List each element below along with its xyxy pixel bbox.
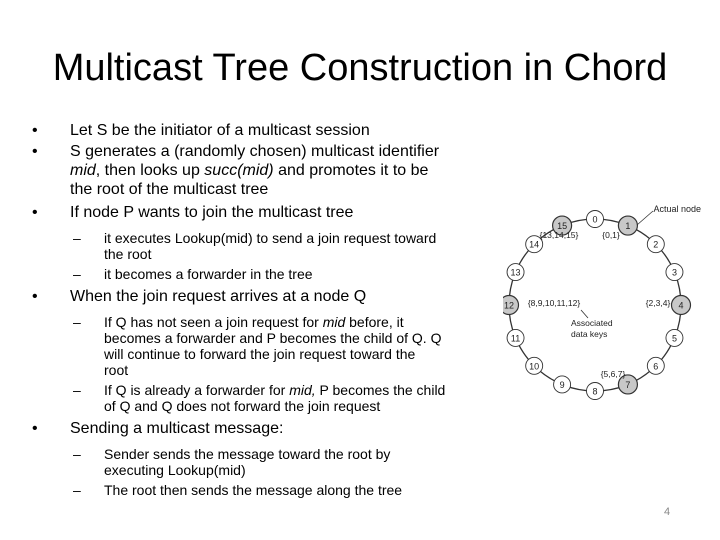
actual-node-label: Actual node	[653, 204, 701, 214]
associated-keys-label: data keys	[571, 329, 608, 339]
ring-node-label: 6	[653, 361, 659, 372]
sub-bullet-text-line: If Q is already a forwarder for mid, P becomes the child	[104, 382, 446, 398]
ring-node-label: 12	[503, 300, 515, 311]
sub-bullet-text-line: the root	[104, 246, 152, 262]
bullet-text: Let S be the initiator of a multicast session	[70, 122, 370, 139]
dash-marker: –	[73, 446, 81, 462]
sub-bullet-text-line: If Q has not seen a join request for mid before, it	[104, 314, 404, 330]
sub-bullet-text: The root then sends the message along the tree	[104, 482, 403, 498]
dash-marker: –	[73, 314, 81, 330]
actual-node-arrow	[637, 211, 653, 225]
ring-node-label: 4	[678, 300, 684, 311]
key-set-label: {5,6,7}	[600, 369, 626, 379]
sub-bullet-text-line: will continue to forward the join request toward the	[104, 346, 416, 362]
ring-node-label: 11	[510, 333, 521, 344]
sub-bullet-text-line: of Q and Q does not forward the join request	[104, 398, 381, 414]
bullet-marker: •	[32, 420, 38, 437]
ring-node-label: 7	[625, 379, 631, 390]
ring-node-label: 14	[529, 239, 540, 250]
dash-marker: –	[73, 230, 81, 246]
sub-bullet-text-line: it executes Lookup(mid) to send a join request toward	[104, 230, 437, 246]
associated-arrow	[581, 310, 588, 318]
slide-title: Multicast Tree Construction in Chord	[52, 47, 668, 89]
bullet-text-line: the root of the multicast tree	[70, 181, 269, 198]
bullet-text: When the join request arrives at a node Q	[70, 288, 367, 305]
bullet-marker: •	[32, 143, 38, 160]
ring-node-label: 5	[671, 333, 677, 344]
associated-keys-label: Associated	[571, 318, 613, 328]
sub-bullet-text-line: becomes a forwarder and P becomes the child of Q. Q	[104, 330, 442, 346]
dash-marker: –	[73, 482, 81, 498]
key-set-label: {0,1}	[602, 230, 620, 240]
sub-bullet-text-line: executing Lookup(mid)	[104, 462, 246, 478]
bullet-marker: •	[32, 204, 38, 221]
bullet-item	[28, 142, 708, 199]
ring-node-label: 3	[671, 267, 677, 278]
ring-node-label: 9	[559, 379, 565, 390]
dash-marker: –	[73, 266, 81, 282]
sub-bullet-item	[28, 482, 708, 498]
ring-node-label: 0	[592, 214, 598, 225]
ring-node-label: 10	[529, 361, 540, 372]
ring-node-label: 13	[510, 267, 521, 278]
dash-marker: –	[73, 382, 81, 398]
chord-ring-diagram	[503, 196, 703, 401]
ring-node-label: 1	[625, 221, 631, 232]
key-set-label: {13,14,15}	[539, 230, 579, 240]
bullet-text-line: mid, then looks up succ(mid) and promotes it to be	[70, 162, 429, 179]
bullet-item	[28, 419, 708, 438]
bullet-marker: •	[32, 288, 38, 305]
sub-bullet-text: it becomes a forwarder in the tree	[104, 266, 313, 282]
ring-node-label: 8	[592, 386, 598, 397]
key-set-label: {2,3,4}	[645, 298, 671, 308]
bullet-text-line: S generates a (randomly chosen) multicast identifier	[70, 143, 440, 160]
bullet-item	[28, 121, 708, 140]
sub-bullet-text-line: root	[104, 362, 129, 378]
bullet-text: If node P wants to join the multicast tree	[70, 204, 354, 221]
ring-node-label: 15	[557, 221, 568, 232]
sub-bullet-item	[28, 446, 708, 478]
bullet-marker: •	[32, 122, 38, 139]
page-number: 4	[664, 506, 671, 518]
ring-layer	[503, 204, 701, 400]
sub-bullet-text-line: Sender sends the message toward the root by	[104, 446, 391, 462]
key-set-label: {8,9,10,11,12}	[527, 298, 581, 308]
bullet-text: Sending a multicast message:	[70, 420, 284, 437]
ring-node-label: 2	[653, 239, 659, 250]
